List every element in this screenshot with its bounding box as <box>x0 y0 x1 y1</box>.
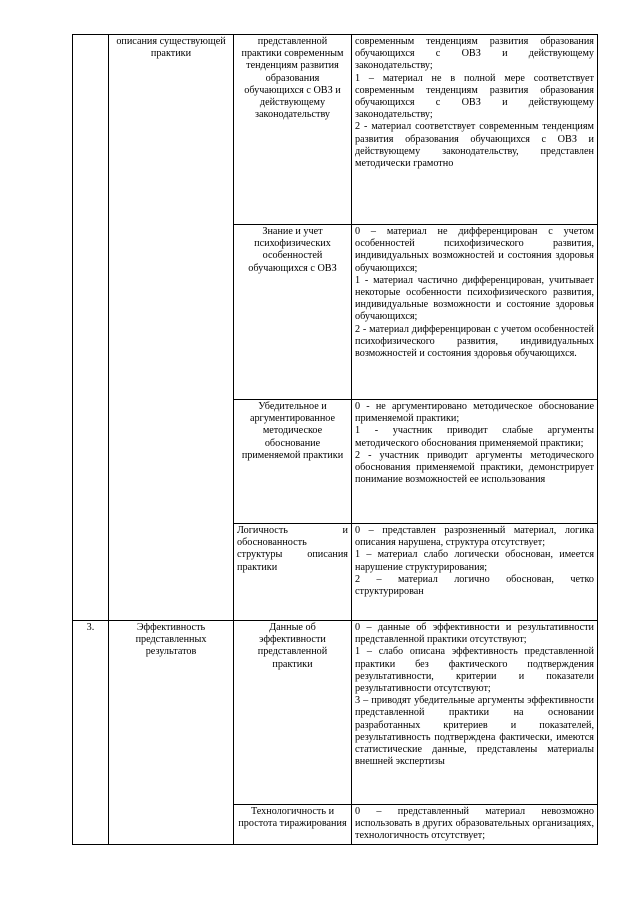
level-description: 0 - не аргументировано методическое обоснование применяемой практики; <box>355 401 594 425</box>
level-description: 2 – материал логично обоснован, четко структурирован <box>355 573 594 598</box>
criterion-number: 3. <box>86 622 95 633</box>
level-description: 2 - материал дифференцирован с учетом особенностей психофизического развития, индивидуальных возможностей и состояния здоровья обучающихся. <box>355 323 594 360</box>
level-description: 1 – материал не в полной мере соответствует современным тенденциям развития образования обучающихся с ОВЗ и действующему законодательству; <box>355 72 594 121</box>
table-row <box>73 621 598 805</box>
indicator-name: Логичность и обоснованность структуры описания практики <box>237 525 348 573</box>
level-description: 1 - материал частично дифференцирован, учитывает некоторые особенности психофизического развития, индивидуальные возможности и состояние здоровья обучающихся; <box>355 274 594 323</box>
criteria-table <box>72 34 598 845</box>
indicator-cell <box>234 621 352 805</box>
criterion-name-cell <box>109 35 234 621</box>
indicator-cell <box>234 524 352 621</box>
indicator-cell <box>234 35 352 225</box>
levels-cell <box>352 225 598 400</box>
levels-cell <box>352 35 598 225</box>
level-description: 2 - материал соответствует современным тенденциям развития образования обучающихся с ОВЗ и действующему законодательству, представлен методически грамотно <box>355 121 594 170</box>
level-description: 0 – представлен разрозненный материал, логика описания нарушена, структура отсутствует; <box>355 525 594 549</box>
indicator-name: представленной практики современным тенденциям развития образования обучающихся с ОВЗ и действующему законодательству <box>241 36 344 121</box>
levels-cell <box>352 524 598 621</box>
level-description: 3 – приводят убедительные аргументы эффективности представленной практики на основании разработанных критериев и показателей, результативность подтверждена фактически, имеются статистические данные, представлены материалы внешней экспертизы <box>355 695 594 768</box>
criterion-name: описания существующей практики <box>116 36 226 60</box>
indicator-name: Технологичность и простота тиражирования <box>238 806 347 830</box>
level-description: 1 - участник приводит слабые аргументы методического обоснования применяемой практики; <box>355 425 594 449</box>
criterion-number-cell <box>73 35 109 621</box>
indicator-name: Данные об эффективности представленной практики <box>257 622 328 670</box>
levels-cell <box>352 621 598 805</box>
indicator-name: Знание и учет психофизических особенностей обучающихся с ОВЗ <box>248 226 337 274</box>
indicator-cell <box>234 805 352 845</box>
indicator-name: Убедительное и аргументированное методическое обоснование применяемой практики <box>241 401 344 461</box>
indicator-cell <box>234 400 352 524</box>
table-row <box>73 35 598 225</box>
indicator-cell <box>234 225 352 400</box>
criterion-name-cell <box>109 621 234 845</box>
level-description: 1 – материал слабо логически обоснован, имеется нарушение структурирования; <box>355 549 594 573</box>
level-description: 0 – представленный материал невозможно использовать в других образовательных организациях, технологичность отсутствует; <box>355 806 594 842</box>
levels-cell <box>352 400 598 524</box>
levels-cell <box>352 805 598 845</box>
criterion-name: Эффективность представленных результатов <box>135 622 207 658</box>
level-description: 1 – слабо описана эффективность представленной практики без фактического подтверждения результативности, критерии и показатели результативности отсутствуют; <box>355 646 594 695</box>
level-description: 0 – данные об эффективности и результативности представленной практики отсутствуют; <box>355 622 594 646</box>
level-description: современным тенденциям развития образования обучающихся с ОВЗ и действующему законодательству; <box>355 36 594 72</box>
level-description: 2 - участник приводит аргументы методического обоснования применяемой практики, демонстрирует понимание возможностей ее использования <box>355 449 594 486</box>
criterion-number-cell <box>73 621 109 845</box>
level-description: 0 – материал не дифференцирован с учетом особенностей психофизического развития, индивидуальных возможностей и состояния здоровья обучающихся; <box>355 226 594 274</box>
